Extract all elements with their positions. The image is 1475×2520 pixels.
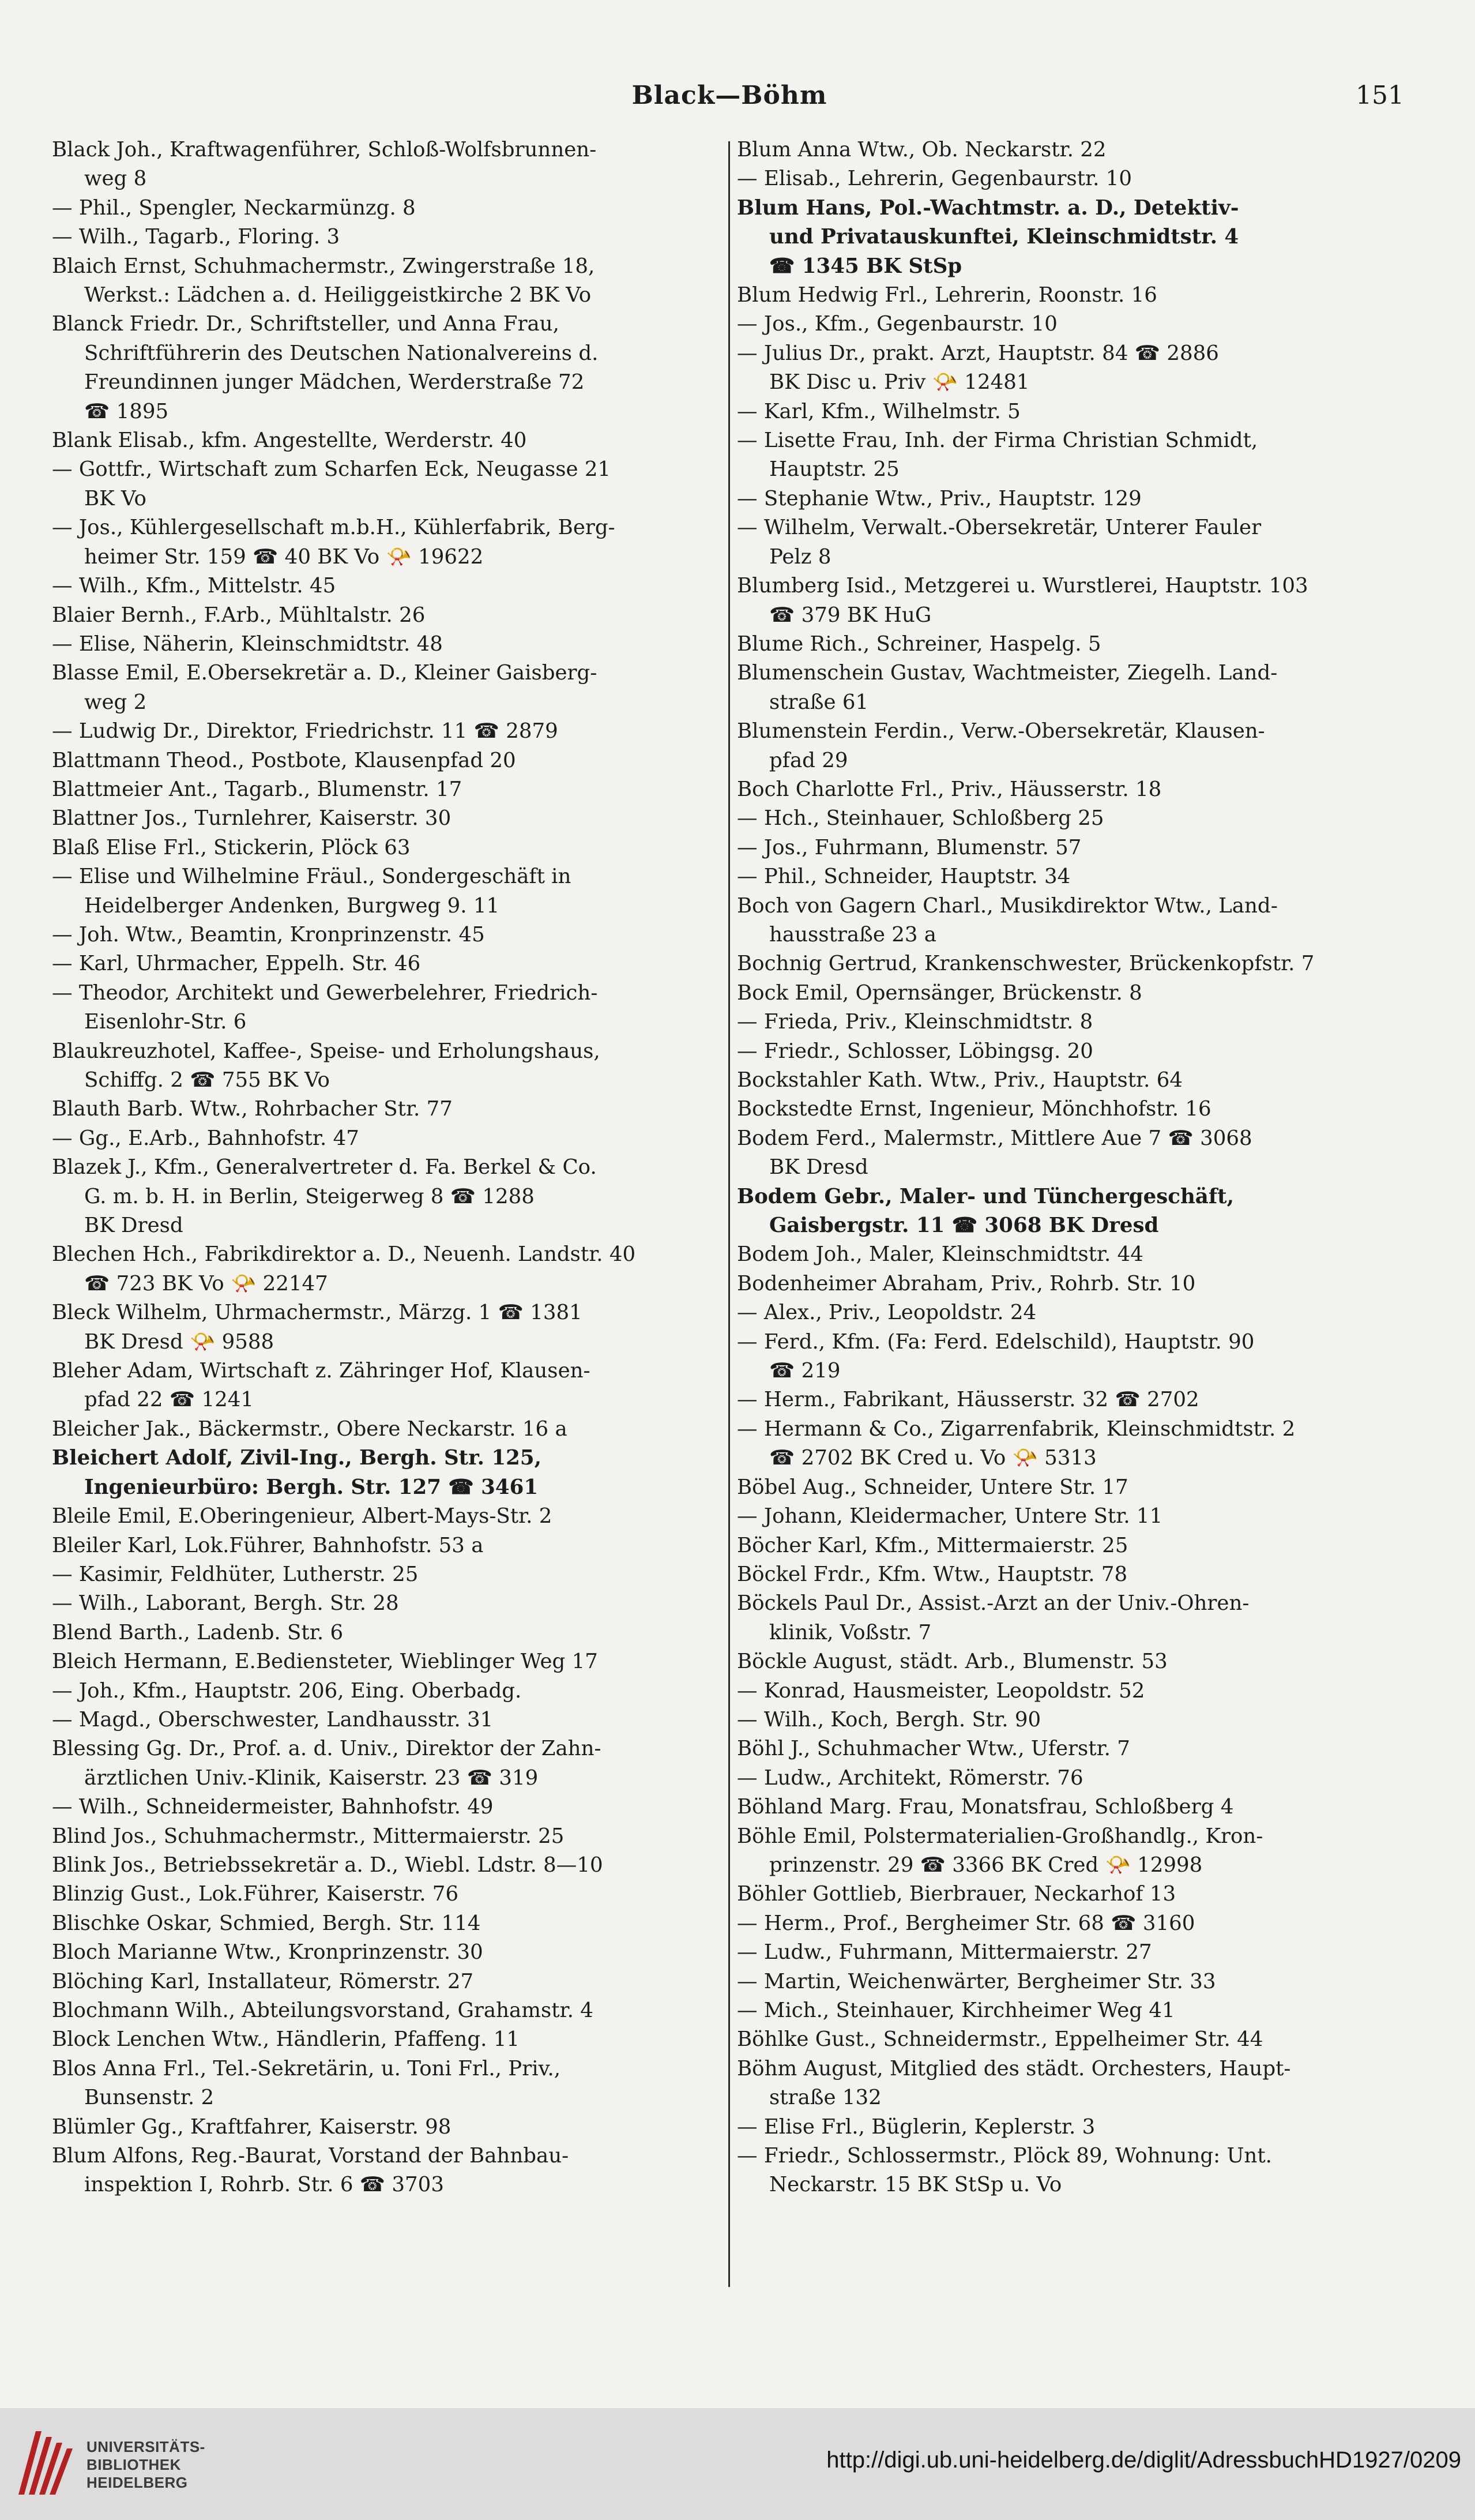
directory-entry [737, 862, 1412, 891]
directory-entry [737, 1677, 1412, 1706]
entry-line: — Lisette Frau, Inh. der Firma Christian Schmidt, [737, 429, 1258, 453]
entry-line: Schiffg. 2 ☎ 755 BK Vo [84, 1068, 330, 1092]
directory-entry [737, 1996, 1412, 2025]
entry-line: Blumberg Isid., Metzgerei u. Wurstlerei, Hauptstr. 103 [737, 574, 1308, 598]
directory-entry [737, 2025, 1412, 2054]
directory-entry [737, 1240, 1412, 1269]
entry-line: Böckel Frdr., Kfm. Wtw., Hauptstr. 78 [737, 1562, 1128, 1586]
entry-line: Bochnig Gertrud, Krankenschwester, Brückenkopfstr. 7 [737, 952, 1315, 976]
entry-line: Bleiler Karl, Lok.Führer, Bahnhofstr. 53 a [52, 1533, 484, 1557]
entry-line: — Friedr., Schlossermstr., Plöck 89, Wohnung: Unt. [737, 2144, 1272, 2168]
entry-line: Bockstedte Ernst, Ingenieur, Mönchhofstr. 16 [737, 1097, 1211, 1121]
entry-line: Blink Jos., Betriebssekretär a. D., Wiebl. Ldstr. 8—10 [52, 1853, 603, 1877]
entry-line: BK Dresd [84, 1214, 183, 1238]
entry-line: Eisenlohr-Str. 6 [84, 1010, 247, 1034]
entry-line: — Gottfr., Wirtschaft zum Scharfen Eck, Neugasse 21 [52, 457, 611, 482]
entry-line: Bodem Ferd., Malermstr., Mittlere Aue 7 ☎ 3068 [737, 1126, 1252, 1150]
directory-entry [52, 136, 727, 194]
directory-entry [737, 1589, 1412, 1647]
entry-line: Gaisbergstr. 11 ☎ 3068 BK Dresd [769, 1214, 1159, 1238]
directory-entry [52, 2113, 727, 2142]
entry-line: — Hermann & Co., Zigarrenfabrik, Kleinschmidtstr. 2 [737, 1417, 1296, 1441]
entry-line: Bleile Emil, E.Oberingenieur, Albert-Mays-Str. 2 [52, 1504, 552, 1528]
directory-entry [52, 572, 727, 600]
entry-line: — Wilh., Koch, Bergh. Str. 90 [737, 1707, 1041, 1732]
directory-entry [52, 833, 727, 862]
directory-entry [737, 310, 1412, 339]
directory-entry [52, 630, 727, 659]
directory-entry [737, 2113, 1412, 2142]
entry-line: — Wilh., Laborant, Bergh. Str. 28 [52, 1591, 399, 1616]
directory-entry [52, 513, 727, 572]
directory-entry [52, 746, 727, 775]
entry-line: Blauth Barb. Wtw., Rohrbacher Str. 77 [52, 1097, 453, 1121]
directory-entry [737, 572, 1412, 630]
directory-entry [737, 339, 1412, 397]
directory-entry [52, 1095, 727, 1124]
entry-line: G. m. b. H. in Berlin, Steigerweg 8 ☎ 1288 [84, 1184, 535, 1208]
directory-entry [52, 1967, 727, 1996]
directory-entry [737, 426, 1412, 485]
entry-line: Blum Anna Wtw., Ob. Neckarstr. 22 [737, 138, 1107, 162]
entry-line: Blanck Friedr. Dr., Schriftsteller, und Anna Frau, [52, 312, 559, 336]
entry-line: Blinzig Gust., Lok.Führer, Kaiserstr. 76 [52, 1882, 459, 1906]
entry-line: Blaich Ernst, Schuhmachermstr., Zwingerstraße 18, [52, 254, 595, 278]
entry-line: Boch von Gagern Charl., Musikdirektor Wtw., Land- [737, 893, 1278, 918]
entry-line: — Karl, Kfm., Wilhelmstr. 5 [737, 399, 1021, 423]
entry-line: Böhland Marg. Frau, Monatsfrau, Schloßberg 4 [737, 1795, 1234, 1819]
entry-line: — Elise und Wilhelmine Fräul., Sondergeschäft in [52, 865, 571, 889]
entry-line: — Konrad, Hausmeister, Leopoldstr. 52 [737, 1678, 1145, 1703]
directory-entry [737, 2055, 1412, 2113]
directory-entry [737, 1298, 1412, 1327]
entry-line: Bodem Joh., Maler, Kleinschmidtstr. 44 [737, 1242, 1143, 1267]
directory-entry [737, 2142, 1412, 2200]
entry-line: — Ludw., Architekt, Römerstr. 76 [737, 1766, 1083, 1790]
entry-line: — Phil., Schneider, Hauptstr. 34 [737, 865, 1071, 889]
entry-line: Blochmann Wilh., Abteilungsvorstand, Grahamstr. 4 [52, 1999, 593, 2022]
directory-entry [52, 194, 727, 223]
directory-entry [52, 1037, 727, 1095]
directory-entry [52, 1531, 727, 1560]
directory-entry [737, 1066, 1412, 1095]
entry-line: Böhl J., Schuhmacher Wtw., Uferstr. 7 [737, 1737, 1130, 1761]
entry-line: — Elise Frl., Büglerin, Keplerstr. 3 [737, 2115, 1096, 2139]
entry-line: — Jos., Fuhrmann, Blumenstr. 57 [737, 835, 1082, 859]
entry-line: Blattmann Theod., Postbote, Klausenpfad 20 [52, 748, 516, 772]
entry-line: Bock Emil, Opernsänger, Brückenstr. 8 [737, 981, 1142, 1005]
entry-line: Blend Barth., Ladenb. Str. 6 [52, 1620, 344, 1644]
directory-entry [737, 281, 1412, 310]
entry-line: Blischke Oskar, Schmied, Bergh. Str. 114 [52, 1911, 481, 1935]
entry-line: heimer Str. 159 ☎ 40 BK Vo 📯 19622 [84, 544, 484, 569]
entry-line: Hauptstr. 25 [769, 457, 900, 482]
entry-line: — Mich., Steinhauer, Kirchheimer Weg 41 [737, 1999, 1175, 2022]
university-library-logo-icon [13, 2425, 76, 2500]
directory-entry [52, 601, 727, 630]
directory-entry [737, 717, 1412, 775]
directory-entry [52, 1415, 727, 1444]
entry-line: — Karl, Uhrmacher, Eppelh. Str. 46 [52, 952, 421, 976]
directory-entry [52, 1240, 727, 1298]
entry-line: Böbel Aug., Schneider, Untere Str. 17 [737, 1475, 1128, 1499]
entry-line: — Kasimir, Feldhüter, Lutherstr. 25 [52, 1562, 419, 1586]
entry-line: — Ludwig Dr., Direktor, Friedrichstr. 11 ☎ 2879 [52, 719, 558, 743]
directory-entry [52, 1880, 727, 1909]
entry-line: straße 132 [769, 2086, 882, 2110]
directory-entry [737, 892, 1412, 950]
directory-entry [52, 804, 727, 833]
entry-line: ☎ 1895 [84, 399, 169, 423]
entry-line: Böhle Emil, Polstermaterialien-Großhandlg., Kron- [737, 1824, 1263, 1848]
entry-line: Blaier Bernh., F.Arb., Mühltalstr. 26 [52, 603, 426, 627]
directory-entry [737, 164, 1412, 193]
directory-entry [52, 1851, 727, 1880]
directory-entry [52, 1706, 727, 1734]
directory-entry [737, 1037, 1412, 1066]
library-name-line: HEIDELBERG [86, 2474, 188, 2491]
entry-line: Blank Elisab., kfm. Angestellte, Werderstr. 40 [52, 429, 527, 453]
directory-entry [737, 513, 1412, 572]
entry-line: Böhlke Gust., Schneidermstr., Eppelheimer Str. 44 [737, 2027, 1263, 2052]
entry-line: Böhler Gottlieb, Bierbrauer, Neckarhof 13 [737, 1882, 1176, 1906]
entry-line: pfad 22 ☎ 1241 [84, 1388, 254, 1412]
entry-line: — Wilhelm, Verwalt.-Obersekretär, Unterer Fauler [737, 516, 1262, 540]
entry-line: — Theodor, Architekt und Gewerbelehrer, Friedrich- [52, 981, 598, 1005]
entry-line: — Friedr., Schlosser, Löbingsg. 20 [737, 1039, 1093, 1063]
directory-entry [52, 2055, 727, 2113]
entry-line: — Elise, Näherin, Kleinschmidtstr. 48 [52, 632, 443, 656]
library-name-line: UNIVERSITÄTS- [86, 2438, 205, 2455]
entry-line: Bleichert Adolf, Zivil-Ing., Bergh. Str. 125, [52, 1446, 541, 1470]
directory-entry [737, 1008, 1412, 1036]
directory-entry [737, 1328, 1412, 1386]
entry-line: Blaß Elise Frl., Stickerin, Plöck 63 [52, 835, 411, 859]
directory-entry [52, 1618, 727, 1647]
library-name [86, 2438, 259, 2492]
entry-line: — Herm., Prof., Bergheimer Str. 68 ☎ 3160 [737, 1911, 1195, 1935]
entry-line: — Joh., Kfm., Hauptstr. 206, Eing. Oberbadg. [52, 1678, 522, 1703]
directory-entry [52, 1444, 727, 1502]
directory-entry [737, 659, 1412, 717]
entry-line: Blattmeier Ant., Tagarb., Blumenstr. 17 [52, 777, 462, 801]
entry-line: Böckle August, städt. Arb., Blumenstr. 53 [737, 1650, 1168, 1674]
directory-entry [52, 1734, 727, 1793]
entry-line: — Julius Dr., prakt. Arzt, Hauptstr. 84 ☎ 2886 [737, 341, 1219, 365]
entry-line: Blos Anna Frl., Tel.-Sekretärin, u. Toni Frl., Priv., [52, 2056, 561, 2080]
directory-entry [52, 1793, 727, 1822]
entry-line: Blasse Emil, E.Obersekretär a. D., Kleiner Gaisberg- [52, 661, 597, 685]
column-divider [728, 141, 730, 2287]
entry-line: Blechen Hch., Fabrikdirektor a. D., Neuenh. Landstr. 40 [52, 1242, 636, 1267]
entry-line: — Jos., Kfm., Gegenbaurstr. 10 [737, 312, 1058, 336]
entry-line: — Frieda, Priv., Kleinschmidtstr. 8 [737, 1010, 1093, 1034]
entry-line: — Wilh., Tagarb., Floring. 3 [52, 225, 340, 249]
entry-line: pfad 29 [769, 748, 848, 772]
entry-line: Bleicher Jak., Bäckermstr., Obere Neckarstr. 16 a [52, 1417, 567, 1441]
directory-entry [52, 1677, 727, 1706]
entry-line: Blum Hans, Pol.-Wachtmstr. a. D., Detektiv- [737, 196, 1239, 220]
entry-line: Bodem Gebr., Maler- und Tünchergeschäft, [737, 1184, 1234, 1208]
directory-entry [737, 136, 1412, 164]
entry-line: Bleher Adam, Wirtschaft z. Zähringer Hof, Klausen- [52, 1359, 590, 1383]
entry-line: Schriftführerin des Deutschen Nationalvereins d. [84, 341, 599, 365]
directory-entry [52, 2025, 727, 2054]
entry-line: Blessing Gg. Dr., Prof. a. d. Univ., Direktor der Zahn- [52, 1737, 601, 1761]
directory-entry [52, 1153, 727, 1240]
directory-entry [737, 1967, 1412, 1996]
page-number: 151 [1356, 81, 1404, 110]
directory-entry [52, 2142, 727, 2200]
entry-line: hausstraße 23 a [769, 922, 936, 947]
entry-line: — Stephanie Wtw., Priv., Hauptstr. 129 [737, 486, 1142, 510]
directory-entry [737, 775, 1412, 804]
entry-line: Blum Alfons, Reg.-Baurat, Vorstand der Bahnbau- [52, 2144, 569, 2168]
entry-line: — Ferd., Kfm. (Fa: Ferd. Edelschild), Hauptstr. 90 [737, 1330, 1255, 1354]
directory-entry [52, 1996, 727, 2025]
entry-line: ärztlichen Univ.-Klinik, Kaiserstr. 23 ☎ 319 [84, 1766, 539, 1790]
entry-line: Böhm August, Mitglied des städt. Orchesters, Haupt- [737, 2056, 1291, 2080]
entry-line: Pelz 8 [769, 544, 831, 569]
entry-line: Böcher Karl, Kfm., Mittermaierstr. 25 [737, 1533, 1128, 1557]
page-title: Black—Böhm [631, 81, 827, 110]
entry-line: BK Dresd 📯 9588 [84, 1330, 274, 1354]
directory-entry [737, 397, 1412, 426]
directory-entry [52, 921, 727, 949]
entry-line: BK Disc u. Priv 📯 12481 [769, 370, 1030, 395]
directory-entry [737, 1793, 1412, 1822]
directory-entry [52, 949, 727, 978]
entry-line: — Phil., Spengler, Neckarmünzg. 8 [52, 196, 416, 220]
entry-line: Boch Charlotte Frl., Priv., Häusserstr. 18 [737, 777, 1162, 801]
entry-line: Bodenheimer Abraham, Priv., Rohrb. Str. 10 [737, 1271, 1196, 1295]
directory-entry [52, 1357, 727, 1415]
directory-entry [737, 485, 1412, 513]
directory-entry [737, 833, 1412, 862]
directory-entry [737, 1734, 1412, 1763]
directory-entry [737, 630, 1412, 659]
entry-line: Blume Rich., Schreiner, Haspelg. 5 [737, 632, 1101, 656]
entry-line: — Jos., Kühlergesellschaft m.b.H., Kühlerfabrik, Berg- [52, 516, 615, 540]
directory-entry [52, 979, 727, 1037]
entry-line: — Johann, Kleidermacher, Untere Str. 11 [737, 1504, 1163, 1528]
directory-entry [52, 1124, 727, 1153]
entry-line: BK Vo [84, 486, 146, 510]
entry-line: Bloch Marianne Wtw., Kronprinzenstr. 30 [52, 1940, 483, 1965]
entry-line: prinzenstr. 29 ☎ 3366 BK Cred 📯 12998 [769, 1853, 1203, 1877]
directory-entry [737, 1647, 1412, 1676]
entry-line: Freundinnen junger Mädchen, Werderstraße 72 [84, 370, 585, 395]
entry-line: — Gg., E.Arb., Bahnhofstr. 47 [52, 1126, 359, 1150]
entry-line: Bockstahler Kath. Wtw., Priv., Hauptstr. 64 [737, 1068, 1183, 1092]
directory-entry [52, 775, 727, 804]
entry-line: — Alex., Priv., Leopoldstr. 24 [737, 1301, 1037, 1325]
directory-entry [737, 1909, 1412, 1938]
directory-entry [52, 1647, 727, 1676]
entry-line: — Herm., Fabrikant, Häusserstr. 32 ☎ 2702 [737, 1388, 1199, 1412]
entry-line: ☎ 723 BK Vo 📯 22147 [84, 1271, 328, 1295]
left-column [52, 136, 727, 2200]
directory-entry [52, 252, 727, 310]
directory-entry [52, 1589, 727, 1618]
directory-entry [52, 1560, 727, 1589]
directory-entry [52, 1938, 727, 1967]
entry-line: und Privatauskunftei, Kleinschmidtstr. 4 [769, 225, 1239, 249]
directory-entry [52, 659, 727, 717]
directory-entry [737, 804, 1412, 833]
directory-entry [52, 1909, 727, 1938]
directory-entry [52, 426, 727, 455]
directory-entry [737, 1473, 1412, 1502]
directory-entry [52, 455, 727, 513]
entry-line: BK Dresd [769, 1155, 868, 1180]
entry-line: weg 2 [84, 690, 147, 714]
entry-line: Blaukreuzhotel, Kaffee-, Speise- und Erholungshaus, [52, 1039, 600, 1063]
entry-line: straße 61 [769, 690, 869, 714]
right-column [737, 136, 1412, 2200]
entry-line: — Wilh., Schneidermeister, Bahnhofstr. 49 [52, 1795, 494, 1819]
entry-line: ☎ 379 BK HuG [769, 603, 932, 627]
entry-line: Blumenschein Gustav, Wachtmeister, Ziegelh. Land- [737, 661, 1278, 685]
entry-line: klinik, Voßstr. 7 [769, 1620, 932, 1644]
page-header [55, 81, 1404, 121]
entry-line: inspektion I, Rohrb. Str. 6 ☎ 3703 [84, 2173, 444, 2197]
entry-line: — Magd., Oberschwester, Landhausstr. 31 [52, 1707, 494, 1732]
directory-entry [737, 194, 1412, 281]
entry-line: Blümler Gg., Kraftfahrer, Kaiserstr. 98 [52, 2115, 451, 2139]
directory-entry [737, 1706, 1412, 1734]
entry-line: ☎ 2702 BK Cred u. Vo 📯 5313 [769, 1446, 1097, 1470]
entry-line: Block Lenchen Wtw., Händlerin, Pfaffeng. 11 [52, 2027, 520, 2052]
entry-line: Blumenstein Ferdin., Verw.-Obersekretär, Klausen- [737, 719, 1265, 743]
entry-line: Blind Jos., Schuhmachermstr., Mittermaierstr. 25 [52, 1824, 565, 1848]
directory-entry [737, 1938, 1412, 1967]
directory-entry [737, 1880, 1412, 1909]
directory-entry [737, 1182, 1412, 1241]
directory-entry [737, 1560, 1412, 1589]
directory-entry [737, 1531, 1412, 1560]
directory-entry [737, 979, 1412, 1008]
directory-entry [737, 1415, 1412, 1473]
directory-entry [52, 862, 727, 921]
directory-entry [737, 1764, 1412, 1793]
directory-entry [737, 1385, 1412, 1414]
entry-line: — Wilh., Kfm., Mittelstr. 45 [52, 574, 336, 598]
entry-line: Blum Hedwig Frl., Lehrerin, Roonstr. 16 [737, 283, 1157, 307]
entry-line: Böckels Paul Dr., Assist.-Arzt an der Univ.-Ohren- [737, 1591, 1250, 1616]
entry-line: — Joh. Wtw., Beamtin, Kronprinzenstr. 45 [52, 922, 485, 947]
entry-line: — Ludw., Fuhrmann, Mittermaierstr. 27 [737, 1940, 1152, 1965]
entry-line: Blöching Karl, Installateur, Römerstr. 27 [52, 1969, 474, 1993]
directory-entry [52, 1822, 727, 1851]
directory-entry [737, 949, 1412, 978]
entry-line: — Elisab., Lehrerin, Gegenbaurstr. 10 [737, 167, 1132, 191]
entry-line: Black Joh., Kraftwagenführer, Schloß-Wolfsbrunnen- [52, 138, 597, 162]
directory-entry [52, 1502, 727, 1531]
entry-line: — Martin, Weichenwärter, Bergheimer Str. 33 [737, 1969, 1216, 1993]
entry-line: Werkst.: Lädchen a. d. Heiliggeistkirche 2 BK Vo [84, 283, 592, 307]
directory-entry [737, 1270, 1412, 1298]
entry-line: Blazek J., Kfm., Generalvertreter d. Fa. Berkel & Co. [52, 1155, 597, 1180]
source-url-link[interactable]: http://digi.ub.uni-heidelberg.de/diglit/AdressbuchHD1927/0209 [826, 2447, 1461, 2473]
directory-entry [52, 1298, 727, 1357]
directory-entry [52, 717, 727, 746]
directory-entry [737, 1124, 1412, 1182]
library-name-line: BIBLIOTHEK [86, 2456, 181, 2473]
entry-line: Bunsenstr. 2 [84, 2086, 215, 2110]
footer-bar [0, 2408, 1475, 2520]
entry-line: weg 8 [84, 167, 147, 191]
entry-line: — Hch., Steinhauer, Schloßberg 25 [737, 806, 1104, 831]
entry-line: Ingenieurbüro: Bergh. Str. 127 ☎ 3461 [84, 1475, 539, 1499]
directory-entry [52, 223, 727, 251]
entry-line: Heidelberger Andenken, Burgweg 9. 11 [84, 893, 500, 918]
entry-line: ☎ 219 [769, 1359, 841, 1383]
entry-line: Neckarstr. 15 BK StSp u. Vo [769, 2173, 1062, 2197]
entry-line: Bleck Wilhelm, Uhrmachermstr., Märzg. 1 ☎ 1381 [52, 1301, 582, 1325]
entry-line: Bleich Hermann, E.Bediensteter, Wieblinger Weg 17 [52, 1650, 598, 1674]
directory-entry [737, 1095, 1412, 1124]
entry-line: Blattner Jos., Turnlehrer, Kaiserstr. 30 [52, 806, 451, 831]
entry-line: ☎ 1345 BK StSp [769, 254, 962, 278]
directory-entry [737, 1822, 1412, 1880]
directory-entry [52, 310, 727, 426]
directory-entry [737, 1502, 1412, 1531]
